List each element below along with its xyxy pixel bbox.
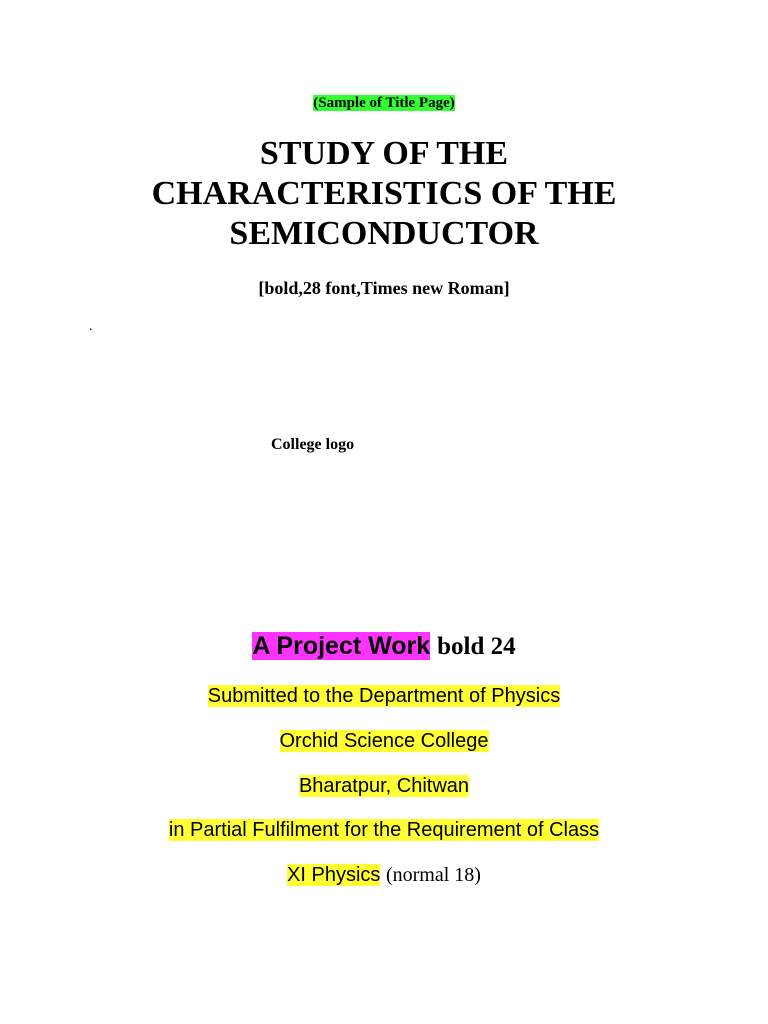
submission-line-3 (0, 773, 768, 799)
submission-line-1 (0, 683, 768, 709)
college-location: Bharatpur, Chitwan (298, 775, 470, 797)
submission-line-4 (0, 817, 768, 843)
stray-mark: . (89, 319, 93, 334)
sample-label-line (0, 93, 768, 113)
title-line-1: STUDY OF THE (259, 135, 509, 172)
requirement-text: in Partial Fulfilment for the Requirement of Class (168, 819, 600, 841)
submission-line-5 (0, 862, 768, 888)
submission-line-2 (0, 728, 768, 754)
project-heading-line (0, 629, 768, 664)
class-format-note: (normal 18) (385, 864, 481, 886)
sample-label: (Sample of Title Page) (313, 95, 455, 111)
project-heading: A Project Work (252, 632, 431, 660)
title-line-2: CHARACTERISTICS OF THE (151, 175, 617, 212)
college-name: Orchid Science College (279, 730, 489, 752)
college-logo-placeholder: College logo (271, 436, 355, 453)
class-text: XI Physics (287, 864, 381, 886)
title-format-note: [bold,28 font,Times new Roman] (258, 278, 510, 298)
title-line-3: SEMICONDUCTOR (229, 215, 539, 252)
document-title (0, 134, 768, 254)
department-text: Submitted to the Department of Physics (207, 685, 561, 707)
project-format-note: bold 24 (437, 633, 516, 660)
